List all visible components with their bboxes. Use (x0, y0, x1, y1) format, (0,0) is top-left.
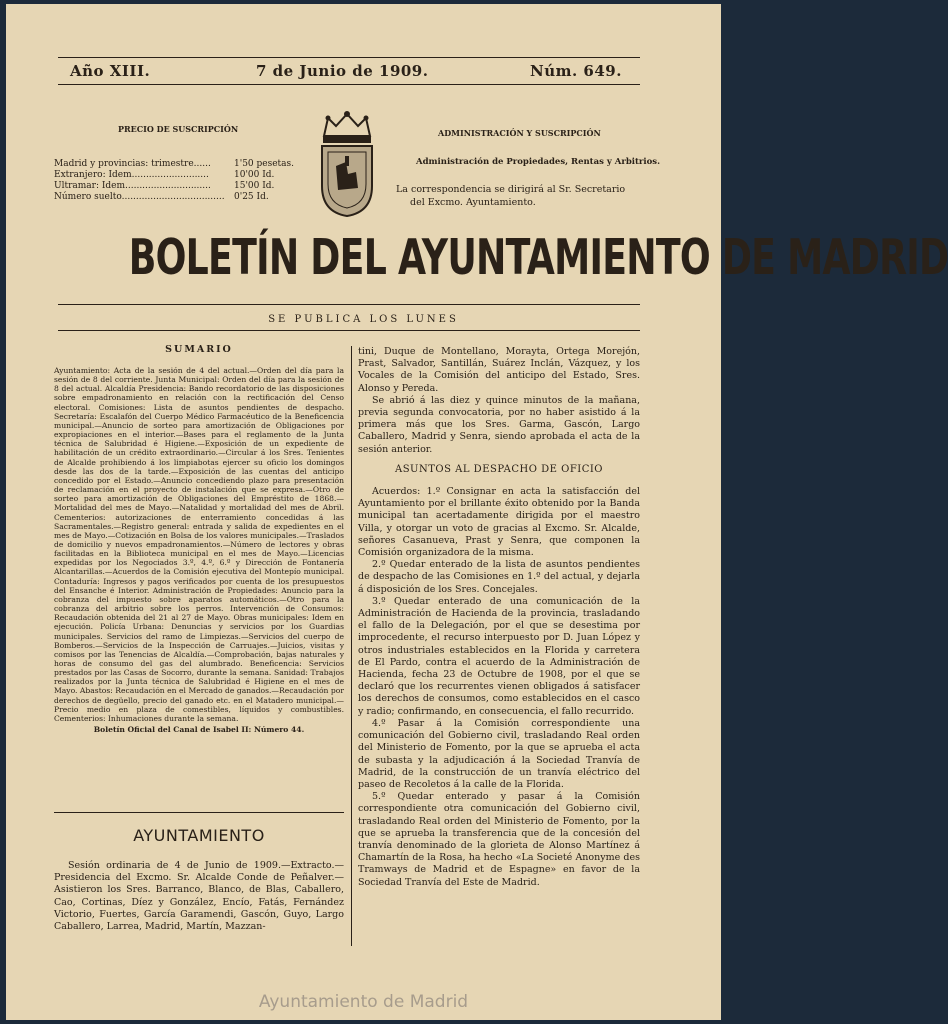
sumario-boletin: Boletín Oficial del Canal de Isabel II: Número 44. (93, 725, 305, 735)
subtitle: SE PUBLICA LOS LUNES (268, 314, 459, 325)
header-bottom-rule (58, 84, 640, 85)
admin-title: ADMINISTRACIÓN Y SUSCRIPCIÓN (438, 128, 601, 138)
madrid-coat-of-arms-icon (314, 108, 380, 220)
subtitle-rule (58, 330, 640, 331)
asuntos-heading: ASUNTOS AL DESPACHO DE OFICIO (394, 463, 604, 475)
sumario-text: Ayuntamiento: Acta de la sesión de 4 del actual.—Orden del día para la sesión de 8 del corriente. Junta Municipal: Orden del día para la sesión de 8 del actual. Alcaldía Presidencia: Bando recordatorio de las disposiciones sobre empadronamiento en relación con la rectificación del Censo electoral. Comisiones: Lista de asuntos pendientes de despacho. Secretaría: Escalafón del Cuerpo Médico Farmacéutico de la Beneficencia municipal.—Anuncio de sorteo para amortización de Obligaciones por expropiaciones en el interior.—Bases para el reglamento de la Junta técnica de Salubridad é Higiene.—Exposición de un expediente de habilitación de un crédito extraordinario.—Circular á los Sres. Tenientes de Alcalde prohibiendo á los limpiabotas ejercer su oficio los domingos desde las dos de la tarde.—Exposición de las cuentas del anticipo concedido por el Estado.—Anuncio concediendo plazo para presentación de reclamación en el proyecto de instalación que se expresa.—Otro de sorteo para amortización de Obligaciones del Empréstito de 1868.—Mortalidad del mes de Mayo.—Natalidad y mortalidad del mes de Abril. Cementerios: autorizaciones de enterramiento concedidas á las Sacramentales.—Registro general: entrada y salida de expedientes en el mes de Mayo.—Cotización en Bolsa de los valores municipales.—Traslados de domicilio y nuevos empadronamientos.—Número de lectores y obras facilitadas en la Biblioteca municipal en el mes de Mayo.—Licencias expedidas por los Negociados 3.º, 4.º, 6.º y Dirección de Fontanería Alcantarillas.—Acuerdos de la Comisión ejecutiva del Montepío municipal. Contaduría: Ingresos y pagos verificados por cuenta de los presupuestos del Ensanche é Interior. Administración de Propiedades: Anuncio para la cobranza del impuesto sobre aparatos automáticos.—Otro para la cobranza del arbitrio sobre los perros. Intervención de Consumos: Recaudación obtenida del 21 al 27 de Mayo. Obras municipales: Idem en ejecución. Policía Urbana: Denuncias y servicios por los Guardias municipales. Servicios del ramo de Limpiezas.—Servicios del cuerpo de Bomberos.—Servicios de la Inspección de Carruajes.—Juicios, visitas y comisos por las Tenencias de Alcaldía.—Comprobación, bajas naturales y horas de consumo del gas del alumbrado. Beneficencia: Servicios prestados por las Casas de Socorro, durante la semana. Sanidad: Trabajos realizados por la Junta técnica de Salubridad é Higiene en el mes de Mayo. Abastos: Recaudación en el Mercado de ganados.—Recaudación por derechos de degüello, precio del ganado etc. en el Matadero municipal.—Precio medio en plaza de comestibles, líquidos y combustibles. Cementerios: Inhumaciones durante la semana. (54, 366, 344, 723)
right-column (358, 346, 640, 889)
admin-note: del Excmo. Ayuntamiento. (410, 197, 536, 208)
agreement-2: 2.º Quedar enterado de la lista de asuntos pendientes de despacho de las Comisiones en 1.º del actual, y dejarla á disposición de los Sres. Concejales. (358, 559, 640, 595)
newspaper-title: BOLETÍN DEL AYUNTAMIENTO DE MADRID (128, 229, 948, 286)
ayuntamiento-heading: AYUNTAMIENTO (133, 826, 265, 845)
price-row-label: Ultramar: Idem.............................. (54, 181, 211, 191)
year-label: Año XIII. (70, 62, 151, 80)
prices-values (234, 159, 304, 203)
attendees-text: tini, Duque de Montellano, Morayta, Ortega Morejón, Prast, Salvador, Santillán, Suárez Inclán, Vázquez, y los Vocales de la Comisión del anticipo del Estado, Sres. Alonso y Pereda. (358, 346, 640, 394)
section-divider (54, 812, 344, 813)
price-row-value: 15'00 Id. (234, 181, 275, 191)
price-row-label: Madrid y provincias: trimestre...... (54, 159, 211, 169)
issue-number: Núm. 649. (530, 62, 622, 80)
agreement-1: Acuerdos: 1.º Consignar en acta la satisfacción del Ayuntamiento por el brillante éxito obtenido por la Banda municipal tan acertadamente dirigida por el maestro Villa, y otorgar un voto de gracias al Excmo. Sr. Alcalde, señores Casanueva, Prast y Senra, que componen la Comisión organizadora de la misma. (358, 486, 640, 559)
sumario-body (54, 366, 344, 734)
price-row-label: Extranjero: Idem........................... (54, 170, 209, 180)
prices-labels (54, 159, 234, 203)
ayuntamiento-text: Sesión ordinaria de 4 de Junio de 1909.—Extracto.—Presidencia del Excmo. Sr. Alcalde Conde de Peñalver.—Asistieron los Sres. Barranco, Blanco, de Blas, Caballero, Cao, Cortinas, Díez y González, Encío, Fatás, Fernández Victorio, Fuertes, García Garamendi, Gascón, Guyo, Largo Caballero, Larrea, Madrid, Martín, Mazzan- (54, 860, 344, 933)
prices-title: PRECIO DE SUSCRIPCIÓN (118, 124, 239, 134)
agreement-4: 4.º Pasar á la Comisión correspondiente una comunicación del Gobierno civil, trasladando Real orden del Ministerio de Fomento, por la que se aprueba el acta de subasta y la adjudicación á la Sociedad Tranvía de Madrid, de la construcción de un tranvía eléctrico del paseo de Recoletos á la calle de la Florida. (358, 717, 640, 790)
ayuntamiento-body (54, 860, 344, 933)
header-top-rule (58, 57, 640, 58)
admin-line: Administración de Propiedades, Rentas y Arbitrios. (416, 157, 661, 167)
agreement-5: 5.º Quedar enterado y pasar á la Comisión correspondiente otra comunicación del Gobierno civil, trasladando Real orden del Ministerio de Fomento, por la que se aprueba la transferencia que de la concesión del tranvía denominado de la glorieta de Alonso Martínez á Chamartín de la Rosa, ha hecho «La Societé Anonyme des Tramways de Madrid et de Espagne» en favor de la Sociedad Tranvía del Este de Madrid. (358, 791, 640, 888)
agreement-3: 3.º Quedar enterado de una comunicación de la Administración de Hacienda de la provincia, trasladando el fallo de la Delegación, por el que se desestima por improcedente, el recurso interpuesto por D. Juan López y otros industriales establecidos en la Florida y carretera de El Pardo, contra el acuerdo de la Administración de Hacienda, fecha 23 de Octubre de 1908, por el que se declaró que los recurrentes vienen obligados á satisfacer los derechos de consumos, como establecidos en el casco y radio; confirmando, en consecuencia, el fallo recurrido. (358, 595, 640, 717)
column-divider (351, 346, 352, 946)
footer-watermark: Ayuntamiento de Madrid (258, 992, 469, 1012)
price-row-value: 10'00 Id. (234, 170, 275, 180)
price-row-label: Número suelto.................................... (54, 192, 225, 202)
sumario-heading: SUMARIO (165, 344, 233, 355)
price-row-value: 0'25 Id. (234, 192, 269, 202)
newspaper-page (6, 4, 948, 1020)
date-label: 7 de Junio de 1909. (256, 62, 429, 80)
title-rule (58, 304, 640, 305)
price-row-value: 1'50 pesetas. (234, 159, 295, 169)
admin-note: La correspondencia se dirigirá al Sr. Secretario (396, 184, 626, 195)
opening-text: Se abrió á las diez y quince minutos de la mañana, previa segunda convocatoria, por no haber asistido á la primera más que los Sres. Garma, Gascón, Largo Caballero, Madrid y Senra, siendo aprobada el acta de la sesión anterior. (358, 394, 640, 455)
